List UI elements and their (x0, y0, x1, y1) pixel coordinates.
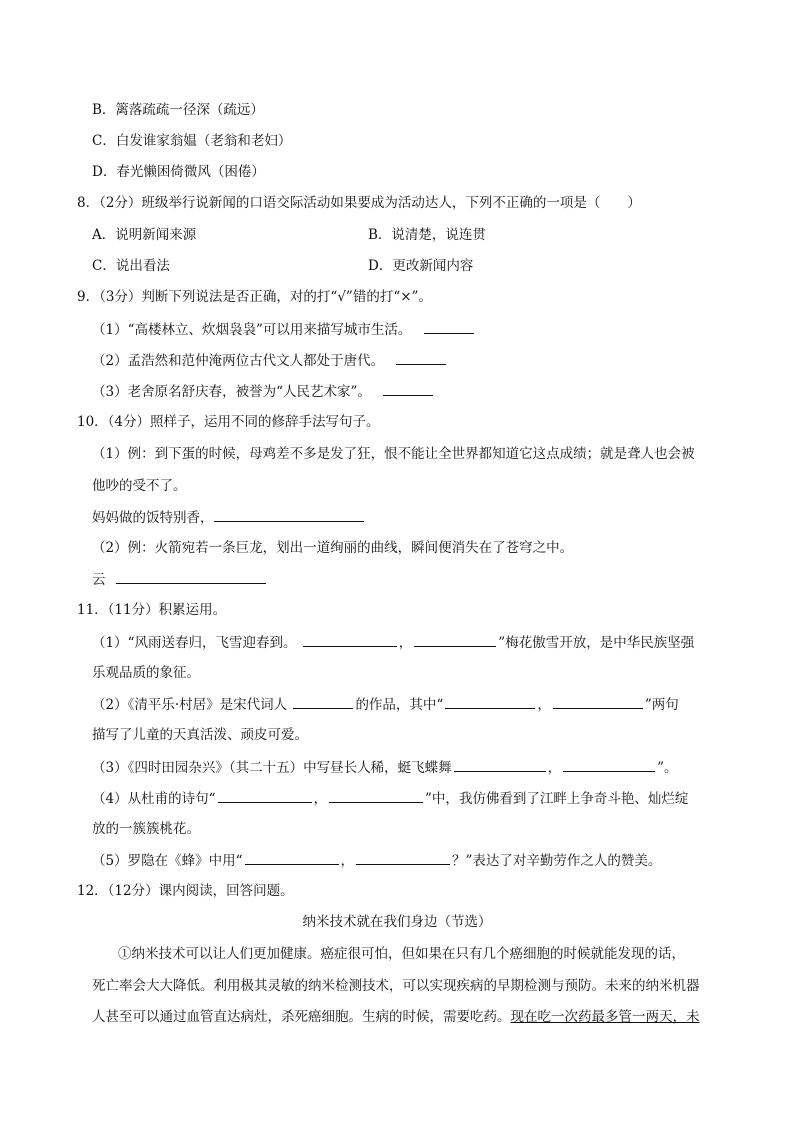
q11-part-5-start: （5）罗隐在《蜂》中用“ (92, 853, 243, 869)
q10-example-2: （2）例：火箭宛若一条巨龙，划出一道绚丽的曲线，瞬间便消失在了苍穹之中。 (92, 540, 574, 556)
q11-part-1-blank-1[interactable] (303, 632, 397, 647)
q9-item-3-answer-blank[interactable] (383, 381, 433, 396)
q11-part-4-comma: ， (313, 791, 327, 807)
q11-part-5-end: ？”表达了对辛勤劳作之人的赞美。 (452, 853, 662, 869)
q11-part-1-end: ”梅花傲雪开放，是中华民族坚强 (498, 635, 695, 651)
q10-example-1-line-2: 他吵的受不了。 (92, 478, 187, 494)
q11-part-3-comma: ， (547, 760, 562, 776)
q11-part-3-blank-1[interactable] (454, 757, 546, 772)
q10-answer-1-prompt: 妈妈做的饭特别香， (92, 510, 214, 526)
q12-stem: 12．（12分）课内阅读，回答问题。 (77, 883, 294, 899)
q8-option-d: D．更改新闻内容 (368, 258, 474, 274)
q11-part-2-line-2: 描写了儿童的天真活泼、顽皮可爱。 (92, 727, 308, 743)
q11-part-2-blank-2[interactable] (553, 694, 643, 709)
q11-part-2 (92, 694, 679, 714)
passage-paragraph-1-line-1: ①纳米技术可以让人们更加健康。癌症很可怕，但如果在只有几个癌细胞的时候就能发现的话， (118, 946, 685, 962)
q9-item-2-answer-blank[interactable] (396, 350, 446, 365)
q11-part-4-end: ”中，我仿佛看到了江畔上争奇斗艳、灿烂绽 (425, 791, 689, 807)
q9-item-1-answer-blank[interactable] (424, 319, 474, 334)
q9-item-1 (92, 319, 476, 339)
q11-part-5-comma: ， (340, 853, 354, 869)
q11-part-4-blank-1[interactable] (218, 788, 312, 803)
q8-option-c: C．说出看法 (92, 258, 170, 274)
q8-option-b: B．说清楚，说连贯 (368, 227, 486, 243)
q11-part-4-start: （4）从杜甫的诗句“ (92, 791, 216, 807)
q9-item-2-text: （2）孟浩然和范仲淹两位古代文人都处于唐代。 (92, 353, 385, 369)
q9-item-2 (92, 350, 448, 370)
passage-paragraph-1-line-3 (92, 1007, 700, 1027)
q9-item-3 (92, 381, 435, 401)
q7-option-d: D．春光懒困倚微风（困倦） (92, 164, 265, 180)
q10-stem: 10．（4分）照样子，运用不同的修辞手法写句子。 (77, 414, 380, 430)
passage-line-3-plain: 人甚至可以通过血管直达病灶，杀死癌细胞。生病的时候，需要吃药。 (92, 1009, 511, 1025)
q11-part-2-start: （2）《清平乐·村居》是宋代词人 (92, 697, 288, 713)
passage-underlined-sentence: 现在吃一次药最多管一两天，未 (510, 1009, 700, 1025)
q11-part-4-line-2: 放的一簇簇桃花。 (92, 821, 200, 837)
q8-option-a: A．说明新闻来源 (92, 227, 197, 243)
q9-item-3-text: （3）老舍原名舒庆春，被誉为“人民艺术家”。 (92, 384, 371, 400)
q9-item-1-text: （1）“高楼林立、炊烟袅袅”可以用来描写城市生活。 (92, 322, 412, 338)
q11-part-3-blank-2[interactable] (563, 757, 655, 772)
q10-answer-2 (92, 569, 268, 589)
q11-part-3-end: ”。 (657, 760, 678, 776)
q11-part-3 (92, 757, 678, 777)
q10-answer-1-blank[interactable] (214, 507, 364, 522)
q11-part-1-start: （1）“风雨送春归，飞雪迎春到。 (92, 635, 297, 651)
q11-part-4-blank-2[interactable] (329, 788, 423, 803)
q9-stem: 9．（3分）判断下列说法是否正确，对的打“√”错的打“×”。 (77, 289, 432, 305)
q11-part-5 (92, 850, 661, 870)
q10-example-1-line-1: （1）例：到下蛋的时候，母鸡差不多是发了狂，恨不能让全世界都知道它这点成绩；就是聋人也会被 (92, 446, 695, 462)
q11-part-2-mid: 的作品，其中“ (355, 697, 444, 713)
q11-part-1 (92, 632, 694, 652)
passage-title: 纳米技术就在我们身边（节选） (302, 914, 492, 930)
q10-answer-1 (92, 507, 366, 527)
q10-answer-2-blank[interactable] (116, 569, 266, 584)
q11-part-5-blank-2[interactable] (356, 850, 450, 865)
q11-part-2-end: ”两句 (644, 697, 679, 713)
q11-part-2-comma: ， (537, 697, 551, 713)
q11-part-5-blank-1[interactable] (245, 850, 339, 865)
q7-option-b: B．篱落疏疏一径深（疏远） (92, 102, 264, 118)
q11-part-3-start: （3）《四时田园杂兴》（其二十五）中写昼长人稀，蜓飞蝶舞 (92, 760, 452, 776)
q11-part-4 (92, 788, 688, 808)
q11-part-1-line-2: 乐观品质的象征。 (92, 665, 200, 681)
q10-answer-2-prompt: 云 (92, 572, 106, 588)
q11-part-2-blank-1[interactable] (445, 694, 535, 709)
q11-part-1-comma: ， (398, 635, 413, 651)
q8-stem: 8．（2分）班级举行说新闻的口语交际活动如果要成为活动达人，下列不正确的一项是（ ） (77, 195, 641, 211)
passage-paragraph-1-line-2: 死亡率会大大降低。利用极其灵敏的纳米检测技术，可以实现疾病的早期检测与预防。未来的纳米机器 (92, 978, 700, 994)
q11-stem: 11．（11分）积累运用。 (77, 602, 227, 618)
q11-part-2-blank-poet[interactable] (293, 694, 353, 709)
q7-option-c: C．白发谁家翁媪（老翁和老妇） (92, 133, 292, 149)
q11-part-1-blank-2[interactable] (414, 632, 496, 647)
